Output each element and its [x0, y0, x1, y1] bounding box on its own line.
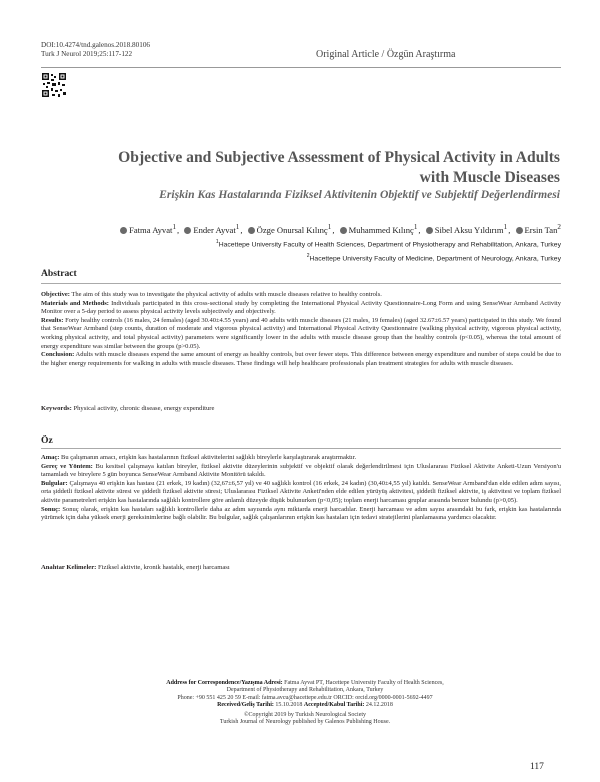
orcid-icon [516, 227, 523, 234]
correspondence-block [90, 680, 520, 727]
doi[interactable]: DOI:10.4274/tnd.galenos.2018.80106 [41, 41, 151, 49]
author-2[interactable]: Ender Ayvat$^1$ [184, 223, 239, 235]
oz-sonuc: Sonuç: Sonuç olarak, erişkin kas hastaları sağlıklı kontrollerle daha az adım sayısında aynı miktarda enerji harcadılar. Enerji harcaması ve adım sayısı arasındaki bu fark, erişkin kas hastalarında yürümek için daha yüksek enerji gereksinimlerine bağlı olabilir. Bu bulgular, sağlık çalışanlarının erişkin kas hastaları için tedavi stratejilerini planlamasına yardımcı olacaktır. [41, 505, 561, 522]
qr-code-icon [41, 72, 67, 98]
abstract-methods: Materials and Methods: Individuals participated in this cross-sectional study by completing the International Physical Activity Questionnaire-Long Form and using SenseWear Armband Activity Monitor over a 5-day period to assess physical activity levels subjectively and objectively. [41, 299, 561, 316]
orcid-icon [184, 227, 191, 234]
oz-gerec: Gereç ve Yöntem: Bu kesitsel çalışmaya katılan bireyler, fiziksel aktivite düzeylerinin subjektif ve objektif olarak değerlendirilmesi için Uluslararası Fiziksel Aktivite Anketi-Uzun Versiyon'u tamamladı ve bireylere 5 gün boyunca SenseWear Armband Aktivite Monitörü takıldı. [41, 462, 562, 479]
affiliation-2: $^2$Hacettepe University Faculty of Medicine, Department of Neurology, Ankara, Turkey [306, 253, 561, 263]
abstract-objective: Objective: The aim of this study was to investigate the physical activity of adults with muscle diseases relative to healthy controls. [41, 291, 382, 298]
copyright-line-1: ©Copyright 2019 by Turkish Neurological Society [243, 712, 367, 719]
abstract-divider [41, 283, 561, 284]
title-line-1: Objective and Subjective Assessment of Physical Activity in Adults [118, 149, 560, 166]
orcid-icon [248, 227, 255, 234]
author-list: Fatma Ayvat$^1$, Ender Ayvat$^1$, Özge Onursal Kılınç$^1$, Muhammed Kılınç$^1$, Sibel Aksu Yıldırım$^1$, Ersin Tan$^2$ [41, 223, 561, 235]
abstract-heading: Abstract [41, 268, 77, 279]
orcid-icon [340, 227, 347, 234]
author-3[interactable]: Özge Onursal Kılınç$^1$ [248, 223, 332, 235]
orcid-icon [120, 227, 127, 234]
article-type: Original Article / Özgün Araştırma [316, 49, 456, 60]
oz-keywords: Anahtar Kelimeler: Fiziksel aktivite, kronik hastalık, enerji harcaması [41, 564, 230, 571]
header-divider [41, 67, 561, 68]
author-5[interactable]: Sibel Aksu Yıldırım$^1$ [426, 223, 508, 235]
affiliation-1: $^1$Hacettepe University Faculty of Health Sciences, Department of Physiotherapy and Rehabilitation, Ankara, Turkey [215, 239, 561, 249]
author-1[interactable]: Fatma Ayvat$^1$ [120, 223, 176, 235]
abstract-body [41, 291, 561, 368]
title-line-2: with Muscle Diseases [419, 169, 560, 186]
oz-amac: Amaç: Bu çalışmanın amacı, erişkin kas hastalarının fiziksel aktivitelerini sağlıklı bireylerle karşılaştırarak araştırmaktır. [41, 454, 357, 461]
correspondence-line-1: Address for Correspondence/Yazışma Adresi: Fatma Ayvat PT, Hacettepe University Faculty of Health Sciences, [166, 680, 444, 686]
oz-heading: Öz [41, 435, 53, 446]
oz-bulgular: Bulgular: Çalışmaya 40 erişkin kas hastası (21 erkek, 19 kadın) (32,67±6,57 yıl) ve 40 sağlıklı kontrol (16 erkek, 24 kadın) (30,40±4,55 yıl) katıldı. SenseWear Armband'dan elde edilen adım sayısı, orta şiddetli fiziksel aktivite süresi ve şiddetli fiziksel aktivite süresi; Uluslararası Fiziksel Aktivite Anketi'nden elde edilen yürüyüş aktivitesi, şiddetli fiziksel aktivite, iş aktivitesi ve toplam fiziksel aktivite parametreleri erişkin kas hastalarında sağlıklı kontrollere göre anlamlı düzeyde düşük bulunurken (p<0,05); toplam enerji harcaması gruplar arasında benzer bulundu (p>0,05). [41, 479, 561, 504]
correspondence-contact[interactable]: Phone: +90 551 425 20 59 E-mail: fatma.avcu@hacettepe.edu.tr ORCID: orcid.org/0000-0001-5692-4497 [177, 694, 433, 701]
page-number: 117 [530, 762, 544, 772]
citation: Turk J Neurol 2019;25:117-122 [41, 49, 133, 58]
correspondence-line-2: Department of Physiotherapy and Rehabilitation, Ankara, Turkey [226, 687, 384, 694]
correspondence-dates: Received/Geliş Tarihi: 15.10.2018 Accepted/Kabul Tarihi: 24.12.2018 [217, 701, 393, 708]
article-meta [41, 41, 150, 58]
abstract-results: Results: Forty healthy controls (16 males, 24 females) (aged 30.40±4.55 years) and 40 adults with muscle diseases (21 males, 19 females) (aged 32.67±6.57 years) participated in this study. We found that SenseWear Armband (step counts, duration of moderate and vigorous physical activity) and International Physical Activity Questionnaire (walking physical activity, vigorous physical activity, working physical activity, and total physical activity) parameters were significantly lower in the adults with muscle disease group than the healthy controls (p<0.05), whereas the total amount of energy expenditure was similar between the groups (p>0.05). [41, 316, 561, 350]
author-6[interactable]: Ersin Tan$^2$ [516, 223, 561, 235]
oz-body [41, 454, 561, 523]
abstract-keywords: Keywords: Physical activity, chronic disease, energy expenditure [41, 405, 215, 412]
author-4[interactable]: Muhammed Kılınç$^1$ [340, 223, 418, 235]
article-title [60, 148, 560, 188]
abstract-conclusion: Conclusion: Adults with muscle diseases expend the same amount of energy as healthy controls, but over fewer steps. This difference between energy expenditure and number of steps could be due to the higher energy requirements for walking in adults with muscle diseases. These findings will help healthcare professionals plan treatment strategies for adults with muscle diseases. [41, 351, 561, 367]
orcid-icon [426, 227, 433, 234]
copyright-line-2: Turkish Journal of Neurology published by Galenos Publishing House. [219, 719, 391, 726]
article-subtitle: Erişkin Kas Hastalarında Fiziksel Aktivitenin Objektif ve Subjektif Değerlendirmesi [159, 188, 560, 201]
oz-divider [41, 448, 561, 449]
